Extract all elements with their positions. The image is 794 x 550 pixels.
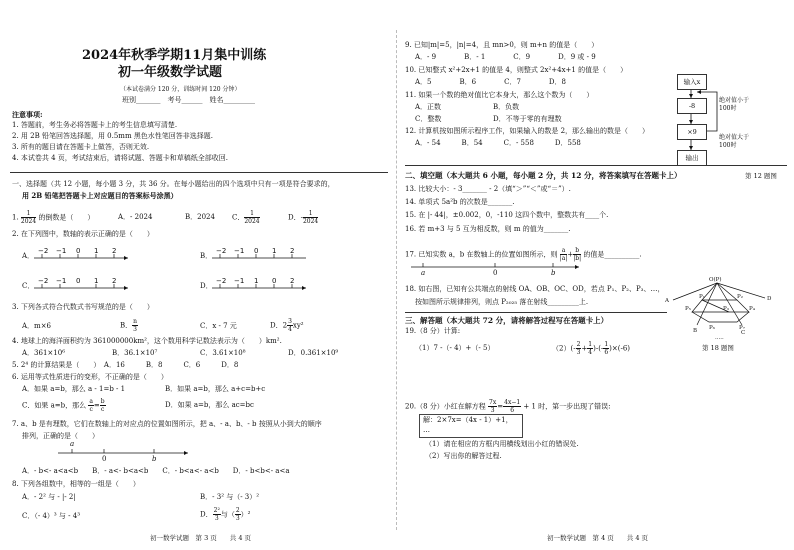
q20-solution-line2: … [423,426,430,434]
svg-text:2: 2 [290,247,295,255]
q10-options[interactable]: A．5 B．6 C．7 D．8 [415,78,566,86]
svg-text:2: 2 [290,277,295,285]
note-item: 1. 答题前，考生务必将答题卡上的考生信息填写清楚. [12,121,178,129]
svg-text:B: B [693,328,698,334]
svg-text:P₇: P₇ [739,325,745,331]
fig-label: O(P) [709,277,722,283]
svg-text:P₅: P₅ [685,306,691,312]
part-label: （2） [552,344,571,353]
q4-option-d[interactable]: D．0.361×10⁹ [288,349,339,357]
flow-condition-low: 绝对值小于100时 [719,97,750,112]
q6-option-c[interactable]: C．如果 a=b，那么 $\frac{a}{c}$ = $\frac{b}{c}$ [22,398,105,413]
q15[interactable]: 15. 在 |- 44|，±0.002，0，-110 这四个数中，整数共有____个. [405,211,609,219]
q1-stem: 的倒数是（ ） [38,213,95,222]
q12-options[interactable]: A．- 54 B．54 C．- 558 D．558 [415,139,581,147]
note-item: 2. 用 2B 铅笔回答选择题，用 0.5mm 黑色水性笔回答非选择题. [12,132,214,140]
q2-stem: 2. 在下列图中，数轴的表示正确的是（ ） [12,230,154,238]
svg-text:1: 1 [94,277,99,285]
q20-part1: （1）请在相应的方框内用横线划出小红的错误处. [425,440,579,448]
svg-text:−1: −1 [234,277,245,285]
q17-stem[interactable]: 17. 已知实数 a，b 在数轴上的位置如图所示，则 $\frac{a}{|a|}$ + $\frac{b}{|b|}$ 的值是__________. [405,247,642,262]
flow-multiply-box: ×9 [677,124,707,140]
svg-text:1: 1 [254,277,259,285]
q18-stem: 18. 如右图，已知有公共端点的射线 OA、OB、OC、OD，若点 P₁、P₂、P₃、…， [405,285,665,293]
frac-den: 2024 [302,218,319,225]
q14[interactable]: 14. 单项式 5a²b 的次数是_______. [405,198,515,206]
q19-frac-2: $\frac{1}{4}$ [588,341,593,356]
q2-option-a-label[interactable]: A． [22,252,35,260]
q2-option-c-label[interactable]: C． [22,282,35,290]
q4-stem: 4. 地球上的海洋面积约为 361000000km²，这个数用科学记数法表示为（ ）km². [12,337,282,345]
svg-text:1: 1 [272,247,277,255]
q6-stem: 6. 运用等式性质进行的变形，不正确的是（ ） [12,373,168,381]
q6-option-d[interactable]: D．如果 a=b，那么 ac=bc [165,401,254,409]
svg-text:D: D [767,296,772,302]
svg-text:−2: −2 [38,247,49,255]
section1-heading: 一、选择题（共 12 小题，每小题 3 分，共 36 分。在每小题给出的四个选项中只有一项是符合要求的， [12,180,335,188]
section-rule [405,312,667,313]
q12-stem: 12. 计算机按如图所示程序工作，如果输入的数是 2，那么输出的数是（ ） [405,127,650,135]
q2-option-b-label[interactable]: B． [200,252,213,260]
frac-num: n [133,318,138,325]
q19-frac-3: $\frac{1}{6}$ [604,341,609,356]
q9-options[interactable]: A．- 9 B．- 1 C．9 D．9 或 - 9 [415,53,596,61]
notes-title: 注意事项: [12,110,43,119]
option-label: D．- [288,213,303,222]
svg-text:0: 0 [272,277,277,285]
page-footer: 初一数学试题 第 3 页 共 4 页 [150,534,252,542]
frac-num: 1 [303,210,318,218]
q8-d-fraction-1: $\frac{\text{2²}}{3}$ [213,507,220,522]
svg-text:P₆: P₆ [709,325,715,331]
svg-text:A: A [665,298,669,304]
q20-tail: + 1 时，第一步出现了错误: [523,402,611,411]
exam-subject-title: 初一年级数学试题 [118,65,223,80]
option-label: D．2 [270,321,288,330]
q2-option-d-label[interactable]: D． [200,282,213,290]
q20-frac-2: $\frac{4x-1}{6}$ [504,399,521,414]
svg-text:0: 0 [76,277,81,285]
q1-number: 1. [12,213,19,222]
q20-stem: 20.（8 分）小红在解方程 $\frac{7x}{3}$ = $\frac{4x-1}{6}$ + 1 时，第一步出现了错误: [405,399,611,414]
q5[interactable]: 5. 2⁴ 的计算结果是（ ） A．16 B．8 C．6 D．8 [12,361,239,369]
q17-label-a: a [421,269,426,277]
q17-tail: 的值是__________. [583,250,642,259]
arrow-icon [184,451,188,455]
flow-condition-high: 绝对值大于100时 [719,134,750,149]
q4-option-a[interactable]: A．361×10⁶ [22,349,65,357]
q19-part1[interactable]: （1）7 -（- 4）+（- 5） [415,344,495,352]
q20-solution-line1: 解：2×7x=（4x - 1）+1， [423,416,513,424]
exam-title: 2024年秋季学期11月集中训练 [82,48,267,63]
flow-input-box: 输入x [677,74,707,90]
flow-output-box: 输出 [677,150,707,166]
frac-den: 2024 [244,218,260,225]
q6-option-b[interactable]: B．如果 a=b，那么 a+c=b+c [165,385,266,393]
q3-option-a[interactable]: A．m×6 [22,322,52,330]
q18-stem-cont[interactable]: 按如图所示规律排列，则点 P₂₀₂₅ 落在射线_________上. [415,298,589,306]
q13[interactable]: 13. 比较大小：- 3_______ - 2（填“＞”“＜”或“＝”）. [405,185,571,193]
q20-text: 20.（8 分）小红在解方程 [405,402,486,411]
frac-den: 2024 [20,218,37,225]
svg-text:C: C [741,330,746,336]
option-label: C． [232,213,245,222]
svg-text:−2: −2 [216,277,227,285]
exam-subtitle: （本试卷满分 120 分，训练时间 120 分钟） [120,86,241,93]
q19-part2[interactable]: （2）(- $\frac{2}{3}$ + $\frac{1}{4}$ )-(- $\frac{1}{6}$ )×(-6) [552,341,631,356]
q7-label-b: b [152,455,157,463]
left-page [0,0,395,550]
q4-option-c[interactable]: C．3.61×10⁸ [200,349,246,357]
q17-text: 17. 已知实数 a，b 在数轴上的位置如图所示，则 [405,250,558,259]
frac-num: 1 [244,210,259,218]
svg-text:−1: −1 [234,247,245,255]
q11-option-c[interactable]: C．整数 [415,115,442,123]
q1-option-b[interactable]: B．2024 [185,213,215,221]
q11-option-d[interactable]: D．不等于零的有理数 [493,115,562,123]
q8-option-b[interactable]: B．- 3² 与（- 3）² [200,493,260,501]
svg-text:0: 0 [254,247,259,255]
q6-c-fraction-b: $\frac{b}{c}$ [100,398,105,413]
q17-fraction-a: $\frac{a}{|a|}$ [559,247,568,262]
frac-den: 4 [288,326,292,333]
q10-stem: 10. 已知整式 x²+2x+1 的值是 4，则整式 2x²+4x+1 的值是（ ） [405,66,628,74]
student-info-line[interactable]: 班别_______ 考号______ 姓名_________ [122,96,255,104]
frac-den: 3 [133,326,137,333]
q6-option-a[interactable]: A．如果 a=b，那么 a - 1=b - 1 [22,385,126,393]
q17-label-b: b [551,269,556,277]
svg-text:P₃: P₃ [723,306,729,312]
q8-option-a[interactable]: A．- 2² 与 - |- 2| [22,493,76,501]
q7-options[interactable]: A．- b<- a<a<b B．- a<- b<a<b C．- b<a<- a<b D．- b<b<- a<a [22,467,290,475]
svg-text:0: 0 [76,247,81,255]
svg-text:1: 1 [94,247,99,255]
q11-stem: 11. 如果一个数的绝对值比它本身大，那么这个数为（ ） [405,91,594,99]
option-tail: xy² [292,321,304,330]
svg-text:P₂: P₂ [737,294,743,300]
svg-text:2: 2 [112,277,117,285]
q1-option-a[interactable]: A．- 2024 [118,213,153,221]
q18-ray-figure [397,0,794,550]
section3-heading: 三、解答题（本大题共 72 分，请将解答过程写在答题卡上） [405,316,609,325]
q8-stem: 8. 下列各组数中，相等的一组是（ ） [12,480,140,488]
svg-text:−2: −2 [38,277,49,285]
option-label: B． [120,321,133,330]
section2-heading: 二、填空题（本大题共 6 小题，每小题 2 分，共 12 分，将答案填写在答题卡上） [405,171,682,180]
q20-part2: （2）写出你的解答过程. [425,452,502,460]
svg-text:−1: −1 [56,247,67,255]
frac-num: 1 [21,210,36,218]
flow-subtract-box: -8 [677,98,707,114]
q4-option-b[interactable]: B．36.1×10⁷ [112,349,158,357]
option-mid: 与（ [220,510,235,519]
frac-num: 3 [288,318,292,325]
q11-option-b[interactable]: B．负数 [493,103,520,111]
q19-stem: 19.（8 分）计算: [405,327,461,335]
q9-stem: 9. 已知|m|=5，|n|=4，且 mn>0，则 m+n 的值是（ ） [405,41,599,49]
q11-option-a[interactable]: A．正数 [415,103,442,111]
q19-frac-1: $\frac{2}{3}$ [576,341,581,356]
q17-fraction-b: $\frac{b}{|b|}$ [573,247,582,262]
svg-text:P₄: P₄ [749,306,755,312]
option-text: C．如果 a=b，那么 [22,401,87,410]
q7-stem-cont: 排列，正确的是（ ） [22,432,99,440]
note-item: 4. 本试卷共 4 页，考试结束后，请将试题、答题卡和草稿纸全部收回. [12,154,229,162]
q16[interactable]: 16. 若 m+3 与 5 互为相反数，则 m 的值为_______. [405,225,571,233]
q8-option-c[interactable]: C．（- 4）³ 与 - 4³ [22,512,81,520]
section1-heading-cont: 用 2B 铅笔把答题卡上对应题目的答案标号涂黑） [22,191,178,200]
fig12-caption: 第 12 题图 [745,172,777,180]
option-label: D． [200,510,213,519]
q3-stem: 3. 下列各式符合代数式书写规范的是（ ） [12,303,154,311]
right-page [397,0,794,550]
q3-option-c[interactable]: C．x - 7 元 [200,322,237,330]
q7-label-0: 0 [102,455,107,463]
fig18-caption: 第 18 题图 [702,344,734,352]
svg-text:2: 2 [112,247,117,255]
q6-c-fraction-a: $\frac{a}{c}$ [89,398,93,413]
svg-text:−1: −1 [56,277,67,285]
svg-text:−2: −2 [216,247,227,255]
page-footer: 初一数学试题 第 4 页 共 4 页 [547,534,649,542]
q20-frac-1: $\frac{7x}{3}$ [489,399,497,414]
q7-stem: 7. a、b 是有理数，它们在数轴上的对应点的位置如图所示，把 a、- a、b、- b 按照从小到大的顺序 [12,420,322,428]
q17-label-0: 0 [493,269,498,277]
note-item: 3. 所有的题目请在答题卡上做答，否则无效. [12,143,150,151]
q8-d-fraction-2: $\frac{2}{3}$ [235,507,240,522]
q8-option-d[interactable] [200,507,251,522]
option-tail: ）² [240,510,251,519]
svg-text:.....: ..... [715,335,724,341]
svg-text:P₁: P₁ [699,294,705,300]
q7-label-a: a [70,440,75,448]
